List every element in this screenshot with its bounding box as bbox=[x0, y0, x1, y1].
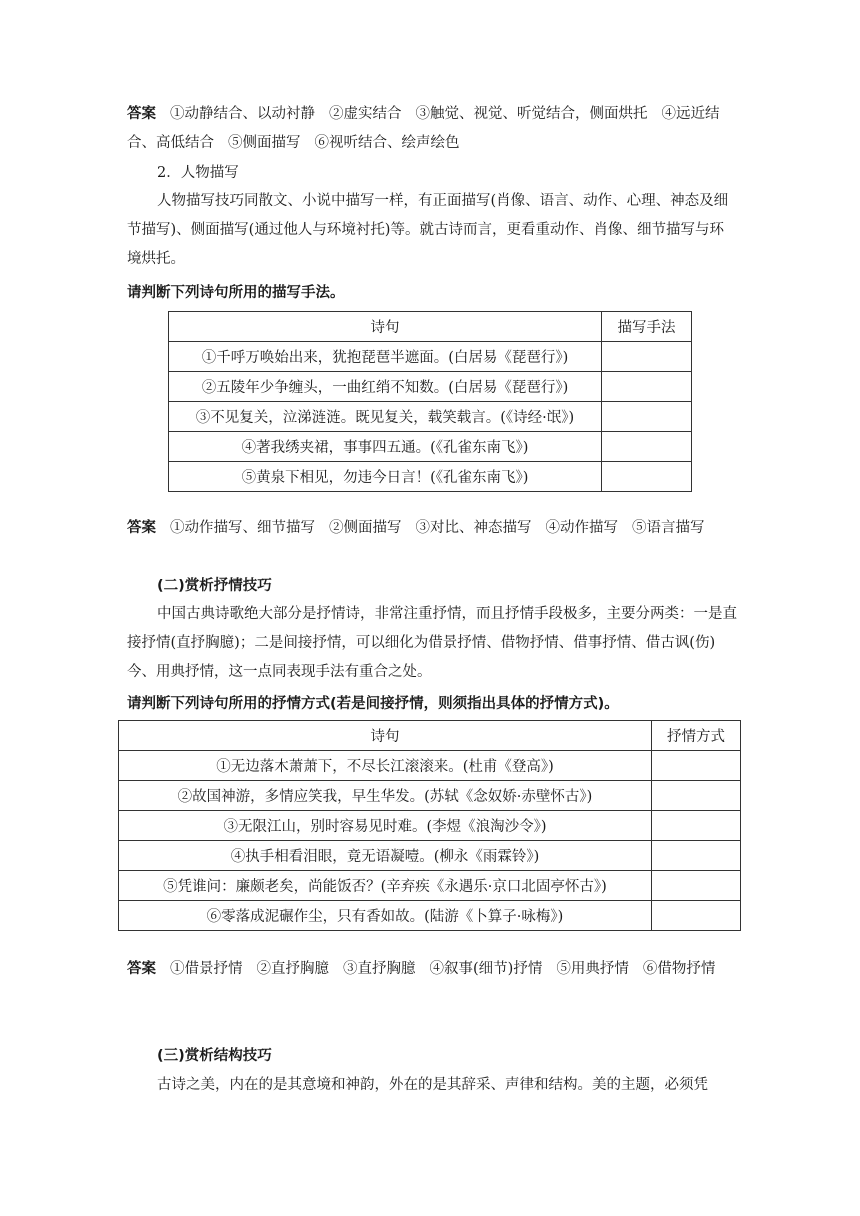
answer-block-2 bbox=[127, 518, 737, 538]
empty-answer-cell bbox=[652, 871, 741, 901]
answer-item: ④动作描写 bbox=[545, 520, 618, 536]
table-cell: ③不见复关，泣涕涟涟。既见复关，载笑载言。(《诗经·氓》) bbox=[169, 402, 602, 432]
table-row bbox=[169, 432, 692, 462]
exercise-prompt: 请判断下列诗句所用的抒情方式(若是间接抒情，则须指出具体的抒情方式)。 bbox=[127, 696, 619, 712]
empty-answer-cell bbox=[652, 811, 741, 841]
empty-answer-cell bbox=[652, 901, 741, 931]
table-row bbox=[119, 811, 741, 841]
empty-answer-cell bbox=[602, 402, 692, 432]
description-table bbox=[168, 311, 692, 492]
empty-answer-cell bbox=[652, 841, 741, 871]
table-cell: ⑥零落成泥碾作尘，只有香如故。(陆游《卜算子·咏梅》) bbox=[119, 901, 652, 931]
table-row bbox=[119, 841, 741, 871]
answer-item: ①动静结合、以动衬静 bbox=[170, 106, 315, 122]
table-header: 描写手法 bbox=[602, 312, 692, 342]
table-cell: ⑤凭谁问：廉颇老矣，尚能饭否？(辛弃疾《永遇乐·京口北固亭怀古》) bbox=[119, 871, 652, 901]
table-cell: ②五陵年少争缠头，一曲红绡不知数。(白居易《琵琶行》) bbox=[169, 372, 602, 402]
body-paragraph: 中国古典诗歌绝大部分是抒情诗，非常注重抒情，而且抒情手段极多，主要分两类：一是直接抒情(直抒胸臆)；二是间接抒情，可以细化为借景抒情、借物抒情、借事抒情、借古讽(伤)今、用典抒情，这一点同表现手法有重合之处。 bbox=[127, 606, 737, 680]
answer-item: ②虚实结合 bbox=[329, 106, 402, 122]
section-heading: (二)赏析抒情技巧 bbox=[157, 578, 272, 594]
table-row bbox=[119, 871, 741, 901]
empty-answer-cell bbox=[602, 462, 692, 492]
empty-answer-cell bbox=[602, 342, 692, 372]
empty-answer-cell bbox=[602, 432, 692, 462]
table-row bbox=[119, 901, 741, 931]
answer-item: ⑤语言描写 bbox=[632, 520, 705, 536]
answer-item: ④远近结合、高低结合 bbox=[127, 106, 720, 151]
lyric-table bbox=[118, 720, 741, 931]
table-header-row bbox=[169, 312, 692, 342]
table-cell: ②故国神游，多情应笑我，早生华发。(苏轼《念奴娇·赤壁怀古》) bbox=[119, 781, 652, 811]
answer-block-3 bbox=[127, 955, 737, 984]
answer-item: ②直抒胸臆 bbox=[256, 961, 329, 977]
answer-item: ⑥借物抒情 bbox=[642, 961, 716, 977]
answer-block-1 bbox=[127, 100, 737, 158]
answer-item: ①动作描写、细节描写 bbox=[170, 520, 315, 536]
table-row bbox=[169, 372, 692, 402]
table-cell: ⑤黄泉下相见，勿违今日言！(《孔雀东南飞》) bbox=[169, 462, 602, 492]
answer-item: ⑤侧面描写 bbox=[228, 135, 301, 151]
table-header-row bbox=[119, 721, 741, 751]
answer-item: ⑥视听结合、绘声绘色 bbox=[314, 135, 460, 151]
answer-label: 答案 bbox=[127, 106, 156, 122]
body-paragraph: 古诗之美，内在的是其意境和神韵，外在的是其辞采、声律和结构。美的主题，必须凭 bbox=[157, 1077, 708, 1093]
body-paragraph: 人物描写技巧同散文、小说中描写一样，有正面描写(肖像、语言、动作、心理、神态及细节描写)、侧面描写(通过他人与环境衬托)等。就古诗而言，更看重动作、肖像、细节描写与环境烘托。 bbox=[127, 193, 729, 267]
table-row bbox=[119, 781, 741, 811]
table-cell: ①千呼万唤始出来，犹抱琵琶半遮面。(白居易《琵琶行》) bbox=[169, 342, 602, 372]
table-header: 诗句 bbox=[119, 721, 652, 751]
section-heading: (三)赏析结构技巧 bbox=[157, 1048, 272, 1064]
exercise-prompt: 请判断下列诗句所用的描写手法。 bbox=[127, 285, 345, 301]
table-cell: ④执手相看泪眼，竟无语凝噎。(柳永《雨霖铃》) bbox=[119, 841, 652, 871]
answer-item: ②侧面描写 bbox=[329, 520, 402, 536]
answer-item: ③触觉、视觉、听觉结合，侧面烘托 bbox=[415, 106, 648, 122]
table-cell: ④著我绣夹裙，事事四五通。(《孔雀东南飞》) bbox=[169, 432, 602, 462]
table-row bbox=[169, 402, 692, 432]
answer-item: ①借景抒情 bbox=[170, 961, 243, 977]
empty-answer-cell bbox=[652, 751, 741, 781]
answer-item: ③直抒胸臆 bbox=[343, 961, 416, 977]
table-header: 抒情方式 bbox=[652, 721, 741, 751]
table-row bbox=[119, 751, 741, 781]
table-cell: ③无限江山，别时容易见时难。(李煜《浪淘沙令》) bbox=[119, 811, 652, 841]
empty-answer-cell bbox=[652, 781, 741, 811]
table-cell: ①无边落木萧萧下，不尽长江滚滚来。(杜甫《登高》) bbox=[119, 751, 652, 781]
answer-item: ④叙事(细节)抒情 bbox=[429, 961, 543, 977]
answer-label: 答案 bbox=[127, 961, 156, 977]
answer-item: ⑤用典抒情 bbox=[556, 961, 629, 977]
table-header: 诗句 bbox=[169, 312, 602, 342]
table-row bbox=[169, 342, 692, 372]
section-heading: 2．人物描写 bbox=[157, 165, 239, 181]
empty-answer-cell bbox=[602, 372, 692, 402]
answer-label: 答案 bbox=[127, 520, 156, 536]
answer-item: ③对比、神态描写 bbox=[415, 520, 532, 536]
table-row bbox=[169, 462, 692, 492]
